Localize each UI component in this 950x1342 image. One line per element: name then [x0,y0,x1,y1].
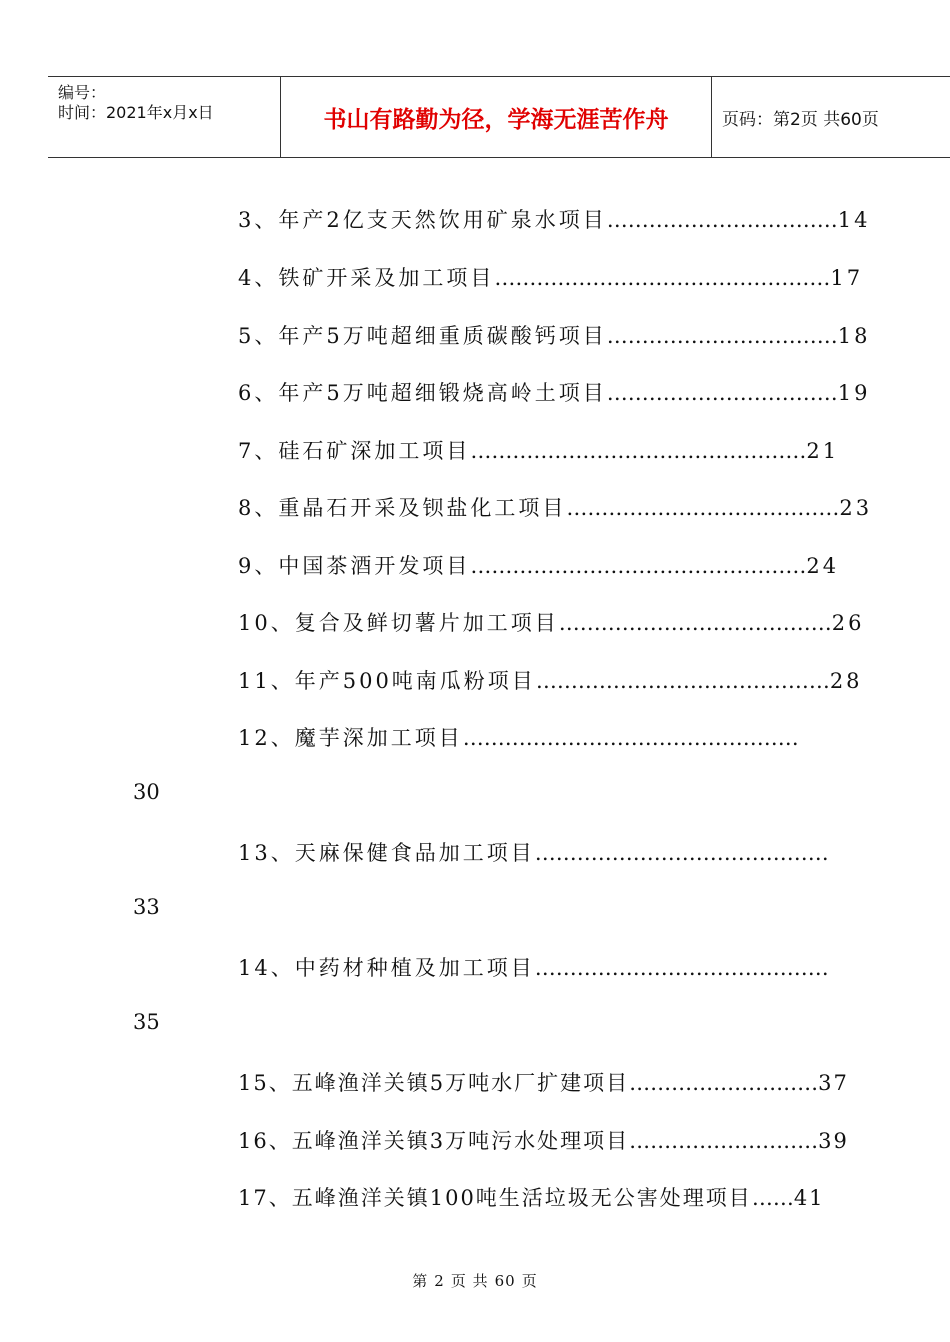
toc-entry[interactable] [238,1182,825,1212]
toc-leader-dots: …………………………… [606,208,838,232]
toc-entry-text: 9、中国茶酒开发项目 [238,554,471,578]
toc-leader-dots: ………………………………………… [470,439,807,463]
toc-page-number: 14 [837,208,871,232]
toc-entry-text: 16、五峰渔洋关镇3万吨污水处理项目 [238,1129,630,1153]
toc-leader-dots: …………………………………… [534,956,829,980]
toc-leader-dots: ………………………………………… [494,266,831,290]
toc-entry-text: 4、铁矿开采及加工项目 [238,266,495,290]
toc-entry-text: 12、魔芋深加工项目 [238,726,463,750]
toc-leader-dots: ……………………… [629,1129,819,1153]
toc-entry[interactable] [238,435,839,465]
toc-entry[interactable] [238,1125,849,1155]
toc-entry[interactable] [238,952,829,982]
toc-entry-text: 3、年产2亿支天然饮用矿泉水项目 [238,208,607,232]
toc-leader-dots: …………………………………… [534,841,829,865]
toc-page-number: 37 [818,1071,849,1095]
page-footer [0,1270,950,1291]
footer-mid: 页 共 [450,1272,489,1290]
toc-entry-text: 6、年产5万吨超细锻烧高岭土项目 [238,381,607,405]
toc-page-number: 28 [829,669,863,693]
toc-page-number: 33 [133,895,160,919]
toc-entry[interactable] [238,320,870,350]
footer-prefix: 第 [412,1272,429,1290]
toc-page-number: 39 [818,1129,849,1153]
toc-entry-text: 8、重晶石开采及钡盐化工项目 [238,496,567,520]
toc-entry[interactable] [238,377,870,407]
page-header [48,76,950,158]
toc-entry-text: 15、五峰渔洋关镇5万吨水厂扩建项目 [238,1071,630,1095]
toc-entry[interactable] [238,837,829,867]
toc-entry-text: 17、五峰渔洋关镇100吨生活垃圾无公害处理项目 [238,1186,752,1210]
toc-page-number: 17 [830,266,864,290]
toc-page-number: 24 [806,554,840,578]
toc-page-number: 30 [133,780,160,804]
toc-page-number: 19 [837,381,871,405]
toc-entry[interactable] [238,607,864,637]
toc-leader-dots: …………………………… [606,381,838,405]
toc-entry-text: 5、年产5万吨超细重质碳酸钙项目 [238,324,607,348]
header-motto: 书山有路勤为径，学海无涯苦作舟 [281,77,712,157]
toc-leader-dots: ………………………………………… [462,726,799,750]
toc-leader-dots: …………………………… [606,324,838,348]
toc-entry-text: 7、硅石矿深加工项目 [238,439,471,463]
toc-leader-dots: ………………………………………… [470,554,807,578]
toc-entry-text: 10、复合及鲜切薯片加工项目 [238,611,559,635]
toc-page-number: 26 [831,611,865,635]
number-label: 编号： [58,83,107,102]
toc-entry[interactable] [238,665,863,695]
toc-entry-text: 13、天麻保健食品加工项目 [238,841,535,865]
footer-total-pages: 60 [494,1272,516,1290]
toc-page-number: 18 [837,324,871,348]
header-page-info: 页码：第2页 共60页 [722,109,879,130]
toc-page-number: 41 [793,1186,825,1210]
toc-entry[interactable] [238,492,872,522]
toc-entry[interactable] [238,262,863,292]
toc-entry[interactable] [238,550,839,580]
toc-entry[interactable] [238,1067,849,1097]
toc-leader-dots: ……………………… [629,1071,819,1095]
toc-page-number: 21 [806,439,840,463]
toc-leader-dots: ………………………………… [558,611,832,635]
toc-page-number: 23 [839,496,873,520]
toc-entry[interactable] [238,204,870,234]
toc-page-number: 35 [133,1010,160,1034]
time-label: 时间：2021年x月x日 [58,103,214,122]
toc-entry[interactable] [238,722,799,752]
toc-entry-text: 14、中药材种植及加工项目 [238,956,535,980]
footer-current-page: 2 [434,1272,445,1290]
toc-entry-text: 11、年产500吨南瓜粉项目 [238,669,536,693]
toc-leader-dots: …… [751,1186,794,1210]
footer-suffix: 页 [521,1272,538,1290]
header-meta [48,77,281,157]
toc-leader-dots: ………………………………… [566,496,840,520]
toc-leader-dots: …………………………………… [535,669,830,693]
